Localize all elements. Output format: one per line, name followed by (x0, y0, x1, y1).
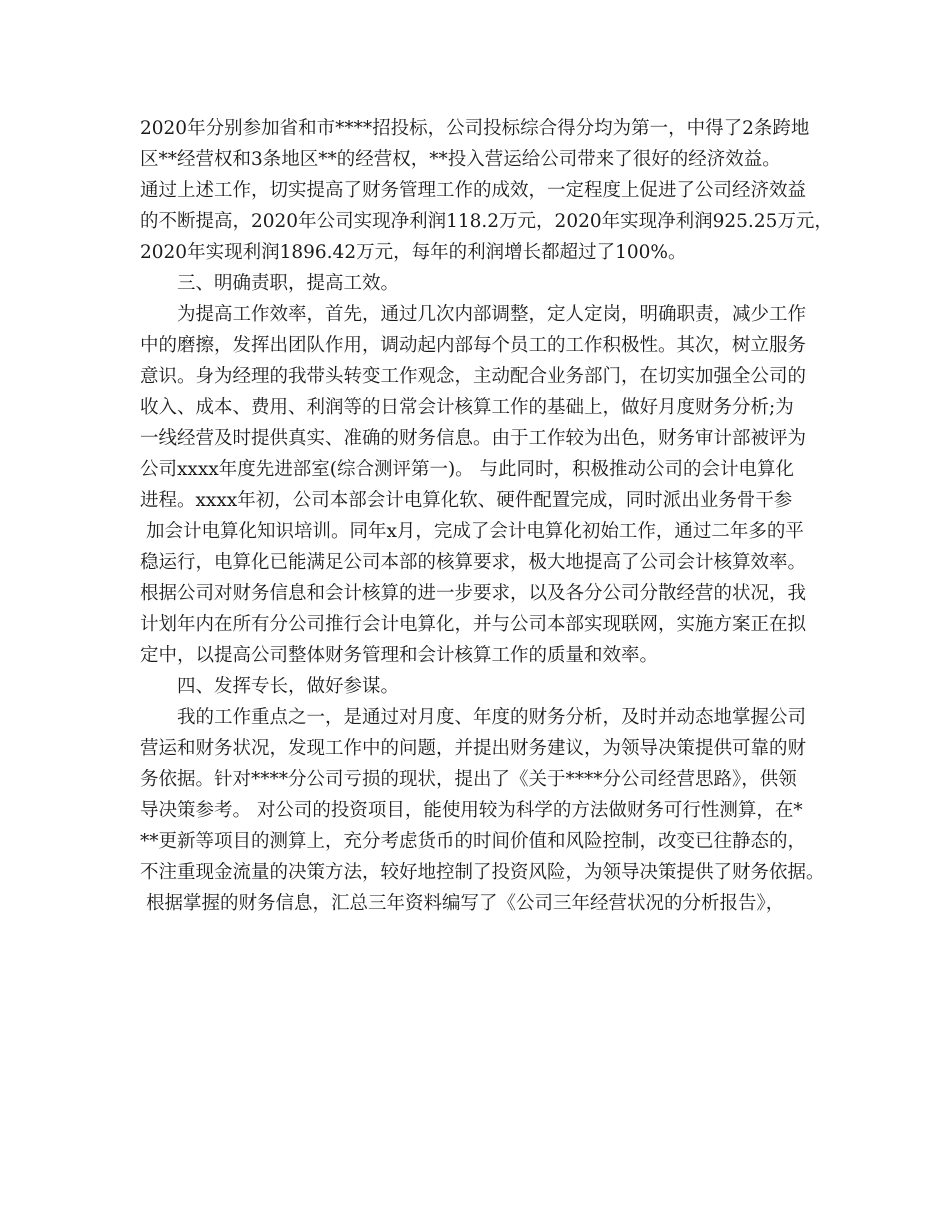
text-line: 区**经营权和3条地区**的经营权，**投入营运给公司带来了很好的经济效益。 (140, 149, 781, 170)
text-line: 导决策参考。 对公司的投资项目，能使用较为科学的方法做财务可行性测算，在* (140, 800, 803, 821)
text-line: 根据公司对财务信息和会计核算的进一步要求，以及各分公司分散经营的状况，我 (140, 583, 807, 604)
document-body (140, 113, 833, 919)
text-line: 意识。身为经理的我带头转变工作观念，主动配合业务部门，在切实加强全公司的 (140, 366, 807, 387)
text-line: 一线经营及时提供真实、准确的财务信息。由于工作较为出色，财务审计部被评为 (140, 428, 807, 449)
text-line: 为提高工作效率，首先，通过几次内部调整，定人定岗，明确职责，减少工作 (177, 304, 807, 325)
text-line: 的不断提高，2020年公司实现净利润118.2万元，2020年实现净利润925.25万元， (140, 211, 833, 232)
text-line: 收入、成本、费用、利润等的日常会计核算工作的基础上，做好月度财务分析;为 (140, 397, 794, 418)
text-line: 中的磨擦，发挥出团队作用，调动起内部每个员工的工作积极性。其次，树立服务 (140, 335, 807, 356)
text-line: 营运和财务状况，发现工作中的问题，并提出财务建议，为领导决策提供可靠的财 (140, 738, 807, 759)
text-line: 稳运行，电算化已能满足公司本部的核算要求，极大地提高了公司会计核算效率。 (140, 552, 807, 573)
text-line: 加会计电算化知识培训。同年x月，完成了会计电算化初始工作，通过二年多的平 (146, 521, 804, 542)
text-line: 计划年内在所有分公司推行会计电算化，并与公司本部实现联网，实施方案正在拟 (140, 614, 807, 635)
text-line: 2020年实现利润1896.42万元，每年的利润增长都超过了100%。 (140, 242, 687, 263)
text-line: 通过上述工作，切实提高了财务管理工作的成效，一定程度上促进了公司经济效益 (140, 180, 807, 201)
text-line: **更新等项目的测算上，充分考虑货币的时间价值和风险控制，改变已往静态的， (140, 831, 807, 852)
text-line: 进程。xxxx年初，公司本部会计电算化软、硬件配置完成，同时派出业务骨干参 (140, 490, 793, 511)
text-line: 公司xxxx年度先进部室(综合测评第一)。 与此同时，积极推动公司的会计电算化 (140, 459, 795, 480)
section-heading-3: 三、明确责职，提高工效。 (177, 273, 400, 294)
text-line: 根据掌握的财务信息，汇总三年资料编写了《公司三年经营状况的分析报告》， (146, 893, 785, 914)
text-line: 2020年分别参加省和市****招投标，公司投标综合得分均为第一，中得了2条跨地 (140, 118, 810, 139)
text-line: 定中，以提高公司整体财务管理和会计核算工作的质量和效率。 (140, 645, 659, 666)
text-line: 我的工作重点之一，是通过对月度、年度的财务分析，及时并动态地掌握公司 (177, 707, 807, 728)
text-line: 不注重现金流量的决策方法，较好地控制了投资风险，为领导决策提供了财务依据。 (140, 862, 825, 883)
text-line: 务依据。针对****分公司亏损的现状，提出了《关于****分公司经营思路》，供领 (140, 769, 797, 790)
section-heading-4: 四、发挥专长，做好参谋。 (177, 676, 400, 697)
